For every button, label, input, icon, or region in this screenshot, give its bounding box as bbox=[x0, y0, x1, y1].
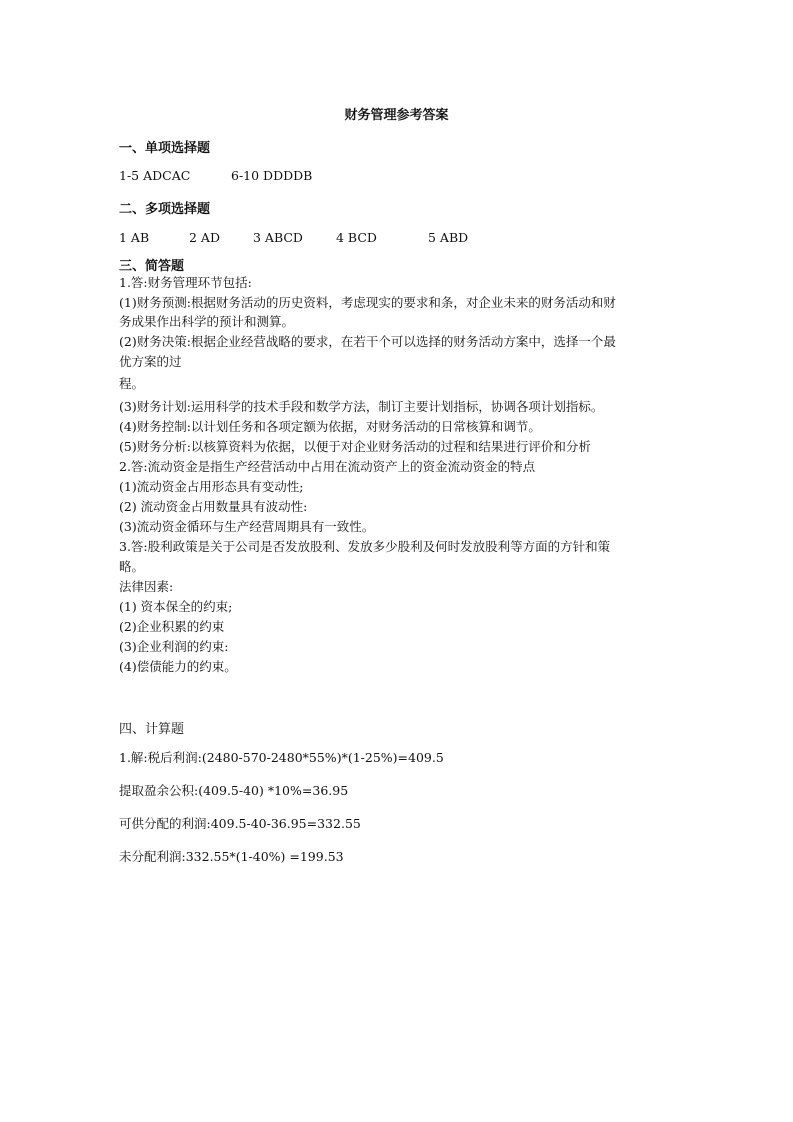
text-line: (1)财务预测:根据财务活动的历史资料，考虑现实的要求和条，对企业未来的财务活动和财 bbox=[119, 295, 616, 310]
text-line: 3.答:股利政策是关于公司是否发放股利、发放多少股利及何时发放股利等方面的方针和策 bbox=[119, 539, 611, 554]
text-line: 法律因素: bbox=[119, 579, 174, 594]
section-heading-calculation: 四、计算题 bbox=[119, 722, 185, 737]
text-line: (2)财务决策:根据企业经营战略的要求，在若干个可以选择的财务活动方案中，选择一个最 bbox=[119, 334, 616, 349]
section-heading-multiple-choice: 二、多项选择题 bbox=[119, 202, 211, 217]
answer-group: 5 ABD bbox=[428, 230, 469, 245]
text-line: (5)财务分析:以核算资料为依据，以便于对企业财务活动的过程和结果进行评价和分析 bbox=[119, 439, 591, 454]
text-line: 1.解:税后利润:(2480-570-2480*55%)*(1-25%)=409.5 bbox=[119, 750, 444, 765]
answer-group: 1-5 ADCAC bbox=[119, 168, 191, 183]
document-title: 财务管理参考答案 bbox=[344, 108, 449, 123]
answer-group: 6-10 DDDDB bbox=[231, 168, 313, 183]
text-line: (1)流动资金占用形态具有变动性; bbox=[119, 479, 304, 494]
answer-group: 4 BCD bbox=[336, 230, 377, 245]
text-line: 务成果作出科学的预计和测算。 bbox=[119, 314, 295, 329]
text-line: 提取盈余公积:(409.5-40) *10%=36.95 bbox=[119, 783, 349, 798]
text-line: (3)企业利润的约束: bbox=[119, 639, 229, 654]
text-line: (2)企业积累的约束 bbox=[119, 619, 225, 634]
text-line: 2.答:流动资金是指生产经营活动中占用在流动资产上的资金流动资金的特点 bbox=[119, 459, 536, 474]
text-line: (4)偿债能力的约束。 bbox=[119, 659, 237, 674]
text-line: 可供分配的利润:409.5-40-36.95=332.55 bbox=[119, 816, 361, 831]
text-line: 1.答:财务管理环节包括: bbox=[119, 275, 252, 290]
answer-group: 3 ABCD bbox=[253, 230, 303, 245]
section-heading-single-choice: 一、单项选择题 bbox=[119, 141, 211, 156]
text-line: (2) 流动资金占用数量具有波动性: bbox=[119, 499, 308, 514]
answer-group: 2 AD bbox=[189, 230, 220, 245]
text-line: (1) 资本保全的约束; bbox=[119, 599, 233, 614]
answer-group: 1 AB bbox=[119, 230, 150, 245]
section-heading-short-answer: 三、简答题 bbox=[119, 259, 185, 274]
text-line: 优方案的过 bbox=[119, 354, 182, 369]
text-line: (3)财务计划:运用科学的技术手段和数学方法，制订主要计划指标，协调各项计划指标。 bbox=[119, 399, 604, 414]
text-line: 程。 bbox=[119, 376, 145, 391]
text-line: 略。 bbox=[119, 559, 145, 574]
text-line: (4)财务控制:以计划任务和各项定额为依据，对财务活动的日常核算和调节。 bbox=[119, 419, 541, 434]
text-line: 未分配利润:332.55*(1-40%) =199.53 bbox=[119, 849, 344, 864]
text-line: (3)流动资金循环与生产经营周期具有一致性。 bbox=[119, 519, 375, 534]
